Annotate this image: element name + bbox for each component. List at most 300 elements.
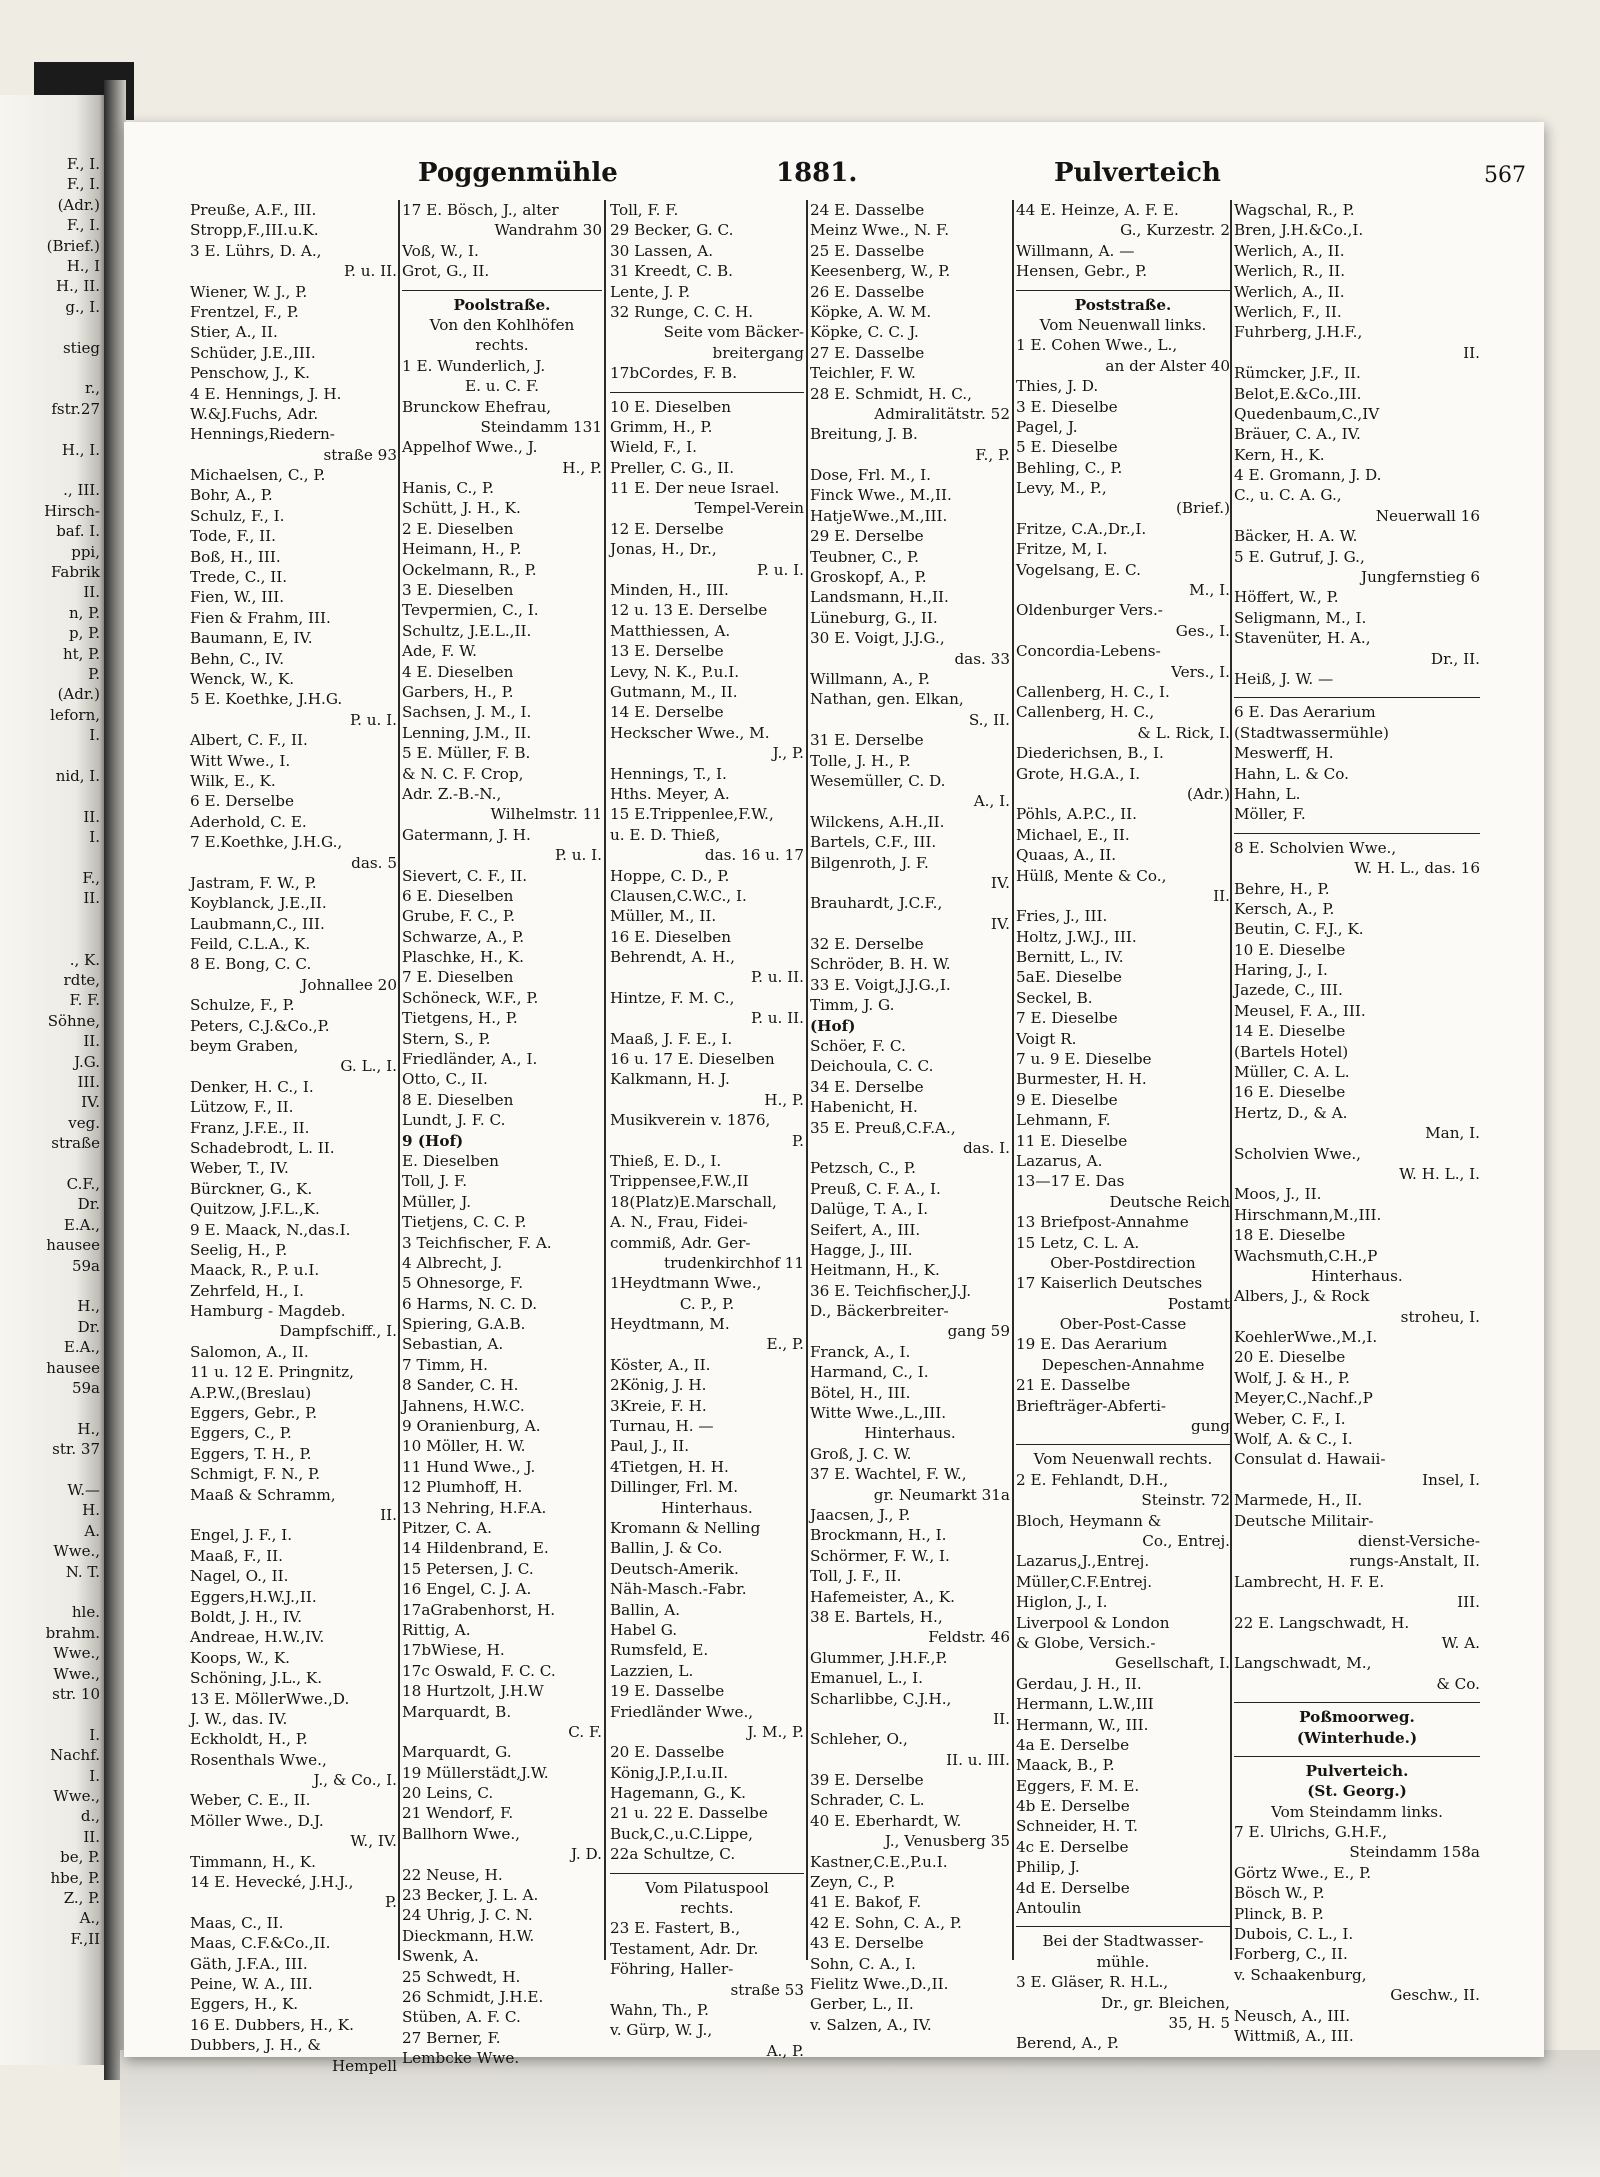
section-rule (1016, 1918, 1230, 1927)
left-page-line: I. (89, 828, 100, 847)
directory-entry: Gerdau, J. H., II. (1016, 1674, 1142, 1693)
directory-entry: Aderhold, C. E. (190, 812, 307, 831)
directory-entry: 7 E. Dieselben (402, 968, 514, 987)
directory-entry: Thies, J. D. (1016, 377, 1099, 396)
directory-entry: 22 E. Langschwadt, H. (1234, 1613, 1410, 1632)
header-left-title: Poggenmühle (418, 158, 618, 188)
directory-entry: 26 Schmidt, J.H.E. (402, 1987, 544, 2006)
directory-entry: 15 Petersen, J. C. (402, 1559, 534, 1578)
directory-entry: 16 E. Dieselben (610, 927, 732, 946)
directory-entry: Toll, F. F. (610, 201, 679, 219)
left-page-line: H., I (66, 257, 100, 275)
directory-entry: Meswerff, H. (1234, 744, 1334, 763)
directory-entry: Voß, W., I. (402, 241, 479, 260)
left-page-line: II. (83, 807, 100, 826)
directory-entry: das. 33 (954, 649, 1010, 668)
directory-entry: Maack, R., P. u.I. (190, 1261, 320, 1280)
directory-entry: II. (1213, 886, 1230, 905)
left-page-line: II. (83, 1032, 100, 1051)
directory-column-3 (610, 200, 804, 2060)
directory-entry: 6 Harms, N. C. D. (402, 1294, 538, 1313)
directory-entry: Salomon, A., II. (190, 1342, 309, 1361)
directory-entry: Ballhorn Wwe., (402, 1824, 520, 1843)
directory-entry: 9 E. Maack, N.,das.I. (190, 1220, 351, 1239)
directory-entry: W. H. L., I. (1399, 1164, 1480, 1183)
left-page-line: straße (51, 1134, 100, 1153)
directory-entry: Deutsch-Amerik. (610, 1559, 739, 1578)
directory-entry: Neuerwall 16 (1375, 506, 1480, 525)
directory-entry: 10 E. Dieselbe (1234, 940, 1346, 959)
directory-entry: Michaelsen, C., P. (190, 466, 326, 485)
directory-entry: Maaß, F., II. (190, 1546, 283, 1565)
directory-entry: Bilgenroth, J. F. (810, 853, 929, 872)
directory-entry: Philip, J. (1016, 1858, 1080, 1877)
directory-entry: Callenberg, H. C., I. (1016, 682, 1170, 701)
directory-entry: Friedländer, A., I. (402, 1050, 538, 1069)
directory-entry: 4 Albrecht, J. (402, 1253, 503, 1272)
directory-entry: Witt Wwe., I. (190, 751, 291, 770)
left-page-line: I. (89, 726, 100, 745)
directory-column-1 (190, 200, 397, 2075)
directory-entry: Preuß, C. F. A., I. (810, 1179, 941, 1198)
directory-entry: H., P. (562, 458, 602, 477)
directory-entry: an der Alster 40 (1105, 356, 1230, 375)
directory-entry: Dr., gr. Bleichen, (1101, 1993, 1230, 2012)
directory-entry: 2 E. Fehlandt, D.H., (1016, 1470, 1169, 1489)
directory-entry: 32 Runge, C. C. H. (610, 302, 754, 321)
directory-entry: Hennings,Riedern- (190, 425, 335, 444)
left-page-line: (Adr.) (57, 195, 100, 214)
directory-entry: P. u. I. (554, 846, 602, 865)
directory-entry: 8 E. Scholvien Wwe., (1234, 838, 1397, 857)
directory-entry: Kastner,C.E.,P.u.I. (810, 1852, 948, 1871)
left-page-line: hausee (46, 1358, 100, 1377)
directory-entry: Concordia-Lebens- (1016, 642, 1161, 661)
directory-entry: 4d E. Derselbe (1016, 1878, 1130, 1897)
directory-entry: 1Heydtmann Wwe., (610, 1274, 762, 1293)
directory-entry: Sohn, C. A., I. (810, 1954, 916, 1973)
directory-entry: Boldt, J. H., IV. (190, 1607, 303, 1626)
directory-entry: Gatermann, J. H. (402, 825, 531, 844)
left-page-line: veg. (68, 1113, 100, 1132)
directory-entry: W.&J.Fuchs, Adr. (190, 404, 319, 423)
directory-entry: 3 Teichfischer, F. A. (402, 1233, 552, 1252)
directory-entry: Harmand, C., I. (810, 1363, 929, 1382)
directory-entry: 7 E. Ulrichs, G.H.F., (1234, 1823, 1388, 1842)
directory-entry: 15 E.Trippenlee,F.W., (610, 805, 774, 824)
section-rule (610, 384, 804, 393)
directory-entry: Franck, A., I. (810, 1342, 911, 1361)
directory-entry: 37 E. Wachtel, F. W., (810, 1465, 967, 1484)
directory-entry: S., II. (968, 710, 1010, 729)
directory-entry: 5 E. Koethke, J.H.G. (190, 690, 343, 709)
directory-entry: Wolf, J. & H., P. (1234, 1368, 1350, 1387)
directory-entry: Engel, J. F., I. (190, 1526, 293, 1545)
directory-entry: Hoppe, C. D., P. (610, 866, 730, 885)
directory-entry: u. E. D. Thieß, (610, 825, 721, 844)
left-page-line: p, P. (69, 624, 100, 643)
directory-entry: Maack, B., P. (1016, 1756, 1115, 1775)
left-page-line: (Adr.) (57, 685, 100, 704)
directory-entry: 3 E. Lührs, D. A., (190, 241, 322, 260)
directory-entry: gung (1190, 1417, 1230, 1436)
directory-entry: Co., Entrej. (1142, 1532, 1230, 1550)
directory-entry: Weber, T., IV. (190, 1159, 289, 1178)
directory-entry: Dieckmann, H.W. (402, 1926, 535, 1945)
left-page-line: brahm. (45, 1623, 100, 1642)
directory-entry: & N. C. F. Crop, (402, 764, 524, 783)
directory-entry: 13—17 E. Das (1016, 1172, 1125, 1191)
directory-entry: 10 Möller, H. W. (402, 1437, 526, 1456)
left-page-line: n, P. (68, 603, 100, 622)
directory-entry: Bohr, A., P. (190, 486, 273, 505)
left-page-line: str. 37 (52, 1440, 100, 1459)
directory-entry: Wahn, Th., P. (610, 2000, 709, 2019)
directory-entry: v. Salzen, A., IV. (810, 2015, 932, 2034)
directory-entry: 19 E. Das Aerarium (1016, 1335, 1168, 1354)
left-page-line: W.— (67, 1481, 100, 1499)
directory-entry: Emanuel, L., I. (810, 1669, 924, 1688)
section-heading: Poolstraße. (453, 295, 551, 314)
directory-entry: 8 E. Dieselben (402, 1090, 514, 1109)
directory-entry: Bartels, C.F., III. (810, 833, 937, 852)
directory-entry: commiß, Adr. Ger- (610, 1233, 751, 1252)
directory-entry: IV. (990, 873, 1010, 892)
left-page-line: Dr. (77, 1317, 100, 1336)
directory-entry: 5 E. Müller, F. B. (402, 744, 531, 763)
directory-entry: Hirschmann,M.,III. (1234, 1205, 1382, 1224)
directory-entry: J., Venusberg 35 (884, 1832, 1010, 1851)
directory-entry: Groß, J. C. W. (810, 1444, 912, 1463)
directory-entry: Schulz, F., I. (190, 506, 285, 525)
directory-entry: Tevpermien, C., I. (402, 601, 539, 620)
directory-entry: Toll, J. F., II. (810, 1567, 902, 1586)
directory-entry: das. I. (962, 1138, 1010, 1157)
directory-entry: Behling, C., P. (1016, 458, 1123, 477)
directory-entry: 18 E. Dieselbe (1234, 1226, 1346, 1245)
directory-entry: Ade, F. W. (402, 642, 477, 661)
directory-entry: E. Dieselben (402, 1151, 499, 1170)
directory-entry: Maaß, J. F. E., I. (610, 1029, 733, 1048)
directory-entry: 11 E. Der neue Israel. (610, 479, 780, 498)
directory-entry: 17 E. Bösch, J., alter (402, 201, 559, 219)
directory-entry: Liverpool & London (1016, 1613, 1170, 1632)
directory-entry: Grot, G., II. (402, 262, 490, 281)
directory-entry: Lehmann, F. (1016, 1111, 1111, 1130)
directory-entry: Schöneck, W.F., P. (402, 988, 539, 1007)
directory-entry: 33 E. Voigt,J.J.G.,I. (810, 975, 951, 994)
directory-entry: 43 E. Derselbe (810, 1934, 924, 1953)
directory-entry: Köpke, C. C. J. (810, 323, 919, 342)
directory-column-6 (1234, 200, 1480, 2045)
directory-entry: 8 Sander, C. H. (402, 1376, 519, 1395)
directory-entry: Nagel, O., II. (190, 1567, 289, 1586)
directory-entry: Fielitz Wwe.,D.,II. (810, 1974, 949, 1993)
directory-entry: Steinstr. 72 (1141, 1491, 1230, 1510)
directory-entry: Lundt, J. F. C. (402, 1111, 506, 1130)
directory-entry: Möller Wwe., D.J. (190, 1811, 324, 1830)
directory-entry: 3Kreie, F. H. (610, 1396, 707, 1415)
directory-entry: P. u. I. (349, 710, 397, 729)
directory-entry: 40 E. Eberhardt, W. (810, 1811, 962, 1830)
directory-entry: Deutsche Militair- (1234, 1511, 1374, 1530)
directory-entry: Heitmann, H., K. (810, 1261, 940, 1280)
directory-entry: v. Schaakenburg, (1234, 1965, 1367, 1984)
directory-entry: G., Kurzestr. 2 (1120, 221, 1230, 240)
directory-entry: 26 E. Dasselbe (810, 282, 925, 301)
directory-entry: Diederichsen, B., I. (1016, 744, 1164, 763)
directory-entry: 31 E. Derselbe (810, 731, 924, 750)
directory-entry: Rümcker, J.F., II. (1234, 364, 1361, 383)
directory-entry: Grube, F. C., P. (402, 907, 515, 926)
left-page-line: IV. (81, 1093, 100, 1112)
directory-entry: C. P., P. (679, 1294, 735, 1313)
directory-entry: Bren, J.H.&Co.,I. (1234, 221, 1364, 240)
directory-entry: Lazzien, L. (610, 1661, 694, 1680)
left-page-line: r., (84, 379, 100, 398)
directory-entry: C., u. C. A. G., (1234, 486, 1342, 505)
directory-entry: 30 Lassen, A. (610, 241, 714, 260)
directory-entry: Nathan, gen. Elkan, (810, 690, 964, 709)
directory-entry: Postamt (1167, 1294, 1230, 1313)
directory-entry: Paul, J., II. (610, 1437, 690, 1456)
left-page-line: N. T. (65, 1562, 100, 1581)
directory-entry: Wield, F., I. (610, 438, 697, 457)
directory-entry: 14 E. Hevecké, J.H.J., (190, 1873, 354, 1892)
section-heading: Pulverteich. (1305, 1761, 1409, 1780)
directory-entry: Ges., I. (1175, 621, 1230, 640)
directory-entry: Jazede, C., III. (1234, 981, 1343, 1000)
directory-entry: Finck Wwe., M.,II. (810, 486, 952, 505)
directory-column-4 (810, 200, 1010, 2034)
directory-entry: Pagel, J. (1016, 417, 1078, 436)
directory-entry: 20 Leins, C. (402, 1784, 494, 1803)
directory-entry: 7 E. Dieselbe (1016, 1009, 1118, 1028)
directory-entry: A.P.W.,(Breslau) (190, 1383, 312, 1402)
directory-entry: Callenberg, H. C., (1016, 703, 1155, 722)
directory-entry: Jaacsen, J., P. (810, 1506, 911, 1524)
left-page-line: H., (77, 1419, 100, 1438)
directory-entry: Maas, C., II. (190, 1913, 284, 1932)
left-page-line: Nachf. (50, 1746, 100, 1765)
left-page-line: H., (77, 1297, 100, 1316)
directory-entry: & Globe, Versich.- (1016, 1633, 1156, 1652)
left-page-line: F., (82, 869, 100, 887)
directory-entry: Heckscher Wwe., M. (610, 723, 770, 742)
directory-entry: Quedenbaum,C.,IV (1234, 404, 1380, 423)
left-page-line: leforn, (50, 705, 100, 724)
directory-entry: 17 Kaiserlich Deutsches (1016, 1274, 1203, 1293)
directory-entry: D., Bäckerbreiter- (810, 1302, 949, 1321)
left-page-line: F., I. (66, 155, 100, 173)
directory-entry: Clausen,C.W.C., I. (610, 886, 747, 905)
directory-entry: Seifert, A., III. (810, 1220, 921, 1239)
directory-entry: Teubner, C., P. (810, 547, 919, 566)
directory-entry: Geschw., II. (1390, 1986, 1480, 2005)
directory-entry: 1 E. Wunderlich, J. (402, 356, 546, 375)
left-page-line: Söhne, (47, 1011, 100, 1030)
directory-entry: Habenicht, H. (810, 1098, 918, 1117)
directory-entry: Marquardt, G. (402, 1743, 512, 1762)
directory-entry: Holtz, J.W.J., III. (1016, 927, 1137, 946)
left-page-line: I. (89, 1725, 100, 1744)
column-divider (398, 200, 400, 1960)
directory-entry: Forberg, C., II. (1234, 1945, 1348, 1964)
column-divider (604, 200, 606, 1960)
directory-entry: rechts. (680, 1899, 734, 1918)
directory-entry: 7 u. 9 E. Dieselbe (1016, 1050, 1152, 1069)
directory-entry: Oldenburger Vers.- (1016, 601, 1163, 620)
directory-entry: Otto, C., II. (402, 1070, 488, 1089)
directory-entry: Wesemüller, C. D. (810, 771, 946, 790)
directory-entry: Vogelsang, E. C. (1016, 560, 1141, 579)
directory-entry: Lazarus,J.,Entrej. (1016, 1552, 1150, 1571)
directory-entry: Pitzer, C. A. (402, 1519, 492, 1537)
directory-entry: Hermann, L.W.,III (1016, 1695, 1154, 1714)
directory-entry: Stern, S., P. (402, 1029, 491, 1048)
directory-entry: Petzsch, C., P. (810, 1159, 916, 1178)
directory-entry: (Bartels Hotel) (1234, 1042, 1349, 1061)
left-page-line: fstr.27 (51, 399, 100, 418)
directory-entry: Seckel, B. (1016, 988, 1093, 1007)
directory-entry: 34 E. Derselbe (810, 1077, 924, 1096)
directory-entry: J., & Co., I. (313, 1771, 397, 1790)
directory-column-5 (1016, 200, 1230, 2053)
directory-entry: E. u. C. F. (465, 377, 539, 396)
directory-entry: W., IV. (350, 1832, 397, 1851)
directory-entry: 19 Müllerstädt,J.W. (402, 1763, 549, 1782)
directory-entry: Dubbers, J. H., & (190, 2036, 321, 2055)
directory-entry: 4Tietgen, H. H. (610, 1457, 729, 1476)
directory-entry: P. (792, 1131, 804, 1150)
directory-entry: M., I. (1189, 581, 1230, 600)
directory-entry: Schütt, J. H., K. (402, 499, 521, 518)
left-page-line: F., I. (66, 216, 100, 235)
section-rule (610, 1865, 804, 1874)
directory-entry: P. u. I. (756, 560, 804, 579)
directory-entry: Sachsen, J. M., I. (402, 703, 532, 722)
directory-entry: 10 E. Dieselben (610, 397, 732, 416)
directory-entry: Eggers, F. M. E. (1016, 1776, 1140, 1795)
directory-entry: Wiener, W. J., P. (190, 282, 308, 301)
directory-entry: 4c E. Derselbe (1016, 1837, 1129, 1856)
directory-entry: Franz, J.F.E., II. (190, 1118, 310, 1137)
section-heading: (St. Georg.) (1307, 1782, 1407, 1801)
directory-entry: Kern, H., K. (1234, 445, 1325, 464)
directory-entry: Gutmann, M., II. (610, 682, 738, 701)
left-page-line: Wwe., (53, 1664, 100, 1683)
directory-entry: Seite vom Bäcker- (663, 323, 804, 342)
directory-entry: Minden, H., III. (610, 581, 729, 600)
directory-entry: trudenkirchhof 11 (664, 1253, 804, 1272)
directory-entry: Rosenthals Wwe., (190, 1750, 327, 1769)
directory-entry: Brockmann, H., I. (810, 1526, 947, 1545)
directory-entry: Hennings, T., I. (610, 764, 727, 783)
directory-entry: Jastram, F. W., P. (190, 873, 317, 892)
directory-entry: Hths. Meyer, A. (610, 784, 730, 803)
directory-entry: 42 E. Sohn, C. A., P. (810, 1913, 962, 1932)
left-page-line: 59a (71, 1256, 100, 1275)
directory-entry: straße 93 (323, 445, 397, 464)
directory-entry: Timm, J. G. (810, 996, 895, 1015)
directory-entry: 24 Uhrig, J. C. N. (402, 1906, 533, 1925)
directory-entry: 22 Neuse, H. (402, 1865, 503, 1884)
left-page-line: I. (89, 1766, 100, 1785)
directory-entry: Kalkmann, H. J. (610, 1070, 730, 1089)
directory-entry: gang 59 (947, 1322, 1010, 1341)
directory-entry: Müller, J. (402, 1192, 472, 1211)
directory-entry: Bürckner, G., K. (190, 1179, 313, 1198)
directory-entry: Behre, H., P. (1234, 879, 1330, 898)
page-number: 567 (1484, 163, 1526, 188)
directory-entry: Breitung, J. B. (810, 425, 918, 444)
directory-entry: Dalüge, T. A., I. (810, 1200, 929, 1219)
directory-entry: 27 E. Dasselbe (810, 343, 925, 362)
directory-entry: Werlich, A., II. (1234, 241, 1345, 260)
directory-entry: Bloch, Heymann & (1016, 1511, 1162, 1530)
directory-entry: Scharlibbe, C.J.H., (810, 1689, 952, 1708)
directory-entry: 7 Timm, H. (402, 1355, 489, 1374)
directory-entry: Glummer, J.H.F.,P. (810, 1648, 948, 1667)
directory-entry: Turnau, H. — (610, 1417, 714, 1436)
directory-entry: 9 E. Dieselbe (1016, 1090, 1118, 1109)
book-gutter (104, 80, 126, 2080)
directory-entry: 5 E. Dieselbe (1016, 438, 1118, 457)
section-heading: (Winterhude.) (1296, 1728, 1418, 1747)
directory-entry: Weber, C. E., II. (190, 1791, 311, 1810)
section-rule (1016, 282, 1230, 291)
directory-entry: Albers, J., & Rock (1234, 1287, 1370, 1306)
directory-entry: gr. Neumarkt 31a (873, 1485, 1010, 1504)
directory-entry: Görtz Wwe., E., P. (1234, 1863, 1372, 1882)
directory-entry: 17aGrabenhorst, H. (402, 1600, 556, 1619)
directory-entry: Landsmann, H.,II. (810, 588, 949, 607)
directory-entry: Schörmer, F. W., I. (810, 1546, 950, 1565)
directory-entry: 12 Plumhoff, H. (402, 1478, 523, 1497)
directory-entry: Stier, A., II. (190, 323, 278, 342)
directory-entry: Fuhrberg, J.H.F., (1234, 323, 1363, 342)
directory-entry: 35, H. 5 (1168, 2013, 1230, 2032)
left-page-line: II. (83, 1827, 100, 1846)
directory-entry: 20 E. Dasselbe (610, 1743, 725, 1762)
directory-entry: Buck,C.,u.C.Lippe, (610, 1824, 753, 1843)
header-year: 1881. (776, 158, 858, 188)
directory-entry: KoehlerWwe.,M.,I. (1234, 1328, 1378, 1347)
directory-entry: Rittig, A. (402, 1620, 471, 1639)
directory-entry: Lenning, J.M., II. (402, 723, 532, 742)
directory-entry: 6 E. Derselbe (190, 792, 295, 811)
directory-entry: Wilckens, A.H.,II. (810, 812, 945, 831)
left-page-line: Wwe., (53, 1542, 100, 1561)
directory-entry: Hertz, D., & A. (1234, 1103, 1348, 1122)
left-page-line: g., I. (65, 297, 100, 316)
directory-entry: Eggers, T. H., P. (190, 1444, 312, 1463)
directory-entry: Meyer,C.,Nachf.,P (1234, 1389, 1373, 1408)
directory-entry: A. N., Frau, Fidei- (610, 1213, 748, 1232)
directory-entry: Tietjens, C. C. P. (402, 1213, 527, 1232)
left-page-line: Dr. (77, 1195, 100, 1214)
directory-entry: Weber, C. F., I. (1234, 1409, 1346, 1428)
left-page-line: baf. I. (56, 522, 100, 541)
directory-entry: Schultz, J.E.L.,II. (402, 621, 532, 640)
directory-entry: 2 E. Dieselben (402, 519, 514, 538)
directory-entry: Müller, C. A. L. (1234, 1063, 1350, 1082)
directory-entry: Koyblanck, J.E.,II. (190, 894, 327, 913)
directory-entry: P. u. II. (343, 262, 397, 281)
directory-entry: (Brief.) (1175, 499, 1230, 518)
directory-entry: 25 E. Dasselbe (810, 241, 925, 260)
directory-entry: 13 Nehring, H.F.A. (402, 1498, 547, 1517)
